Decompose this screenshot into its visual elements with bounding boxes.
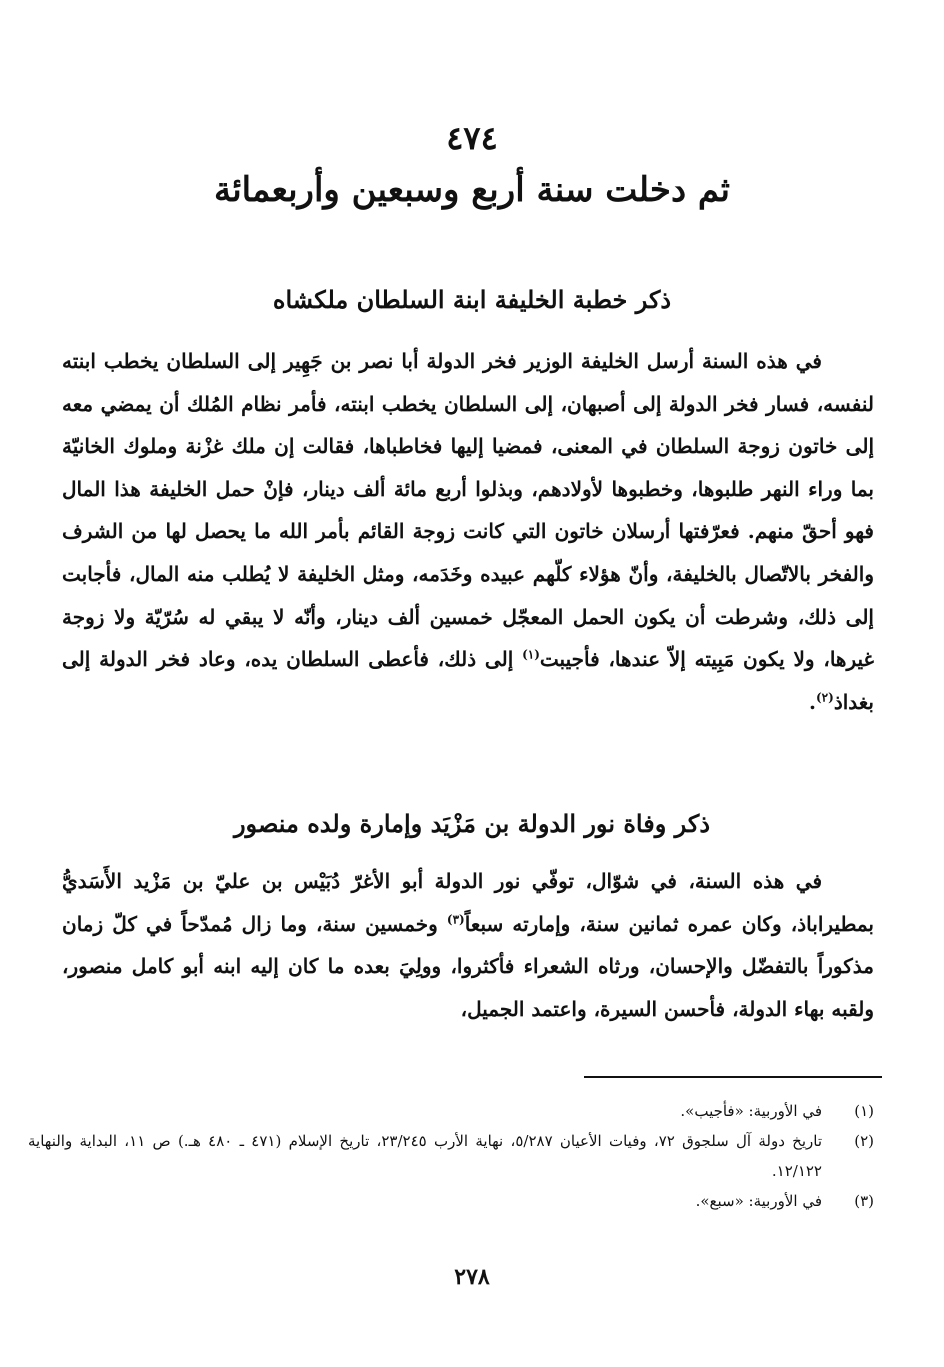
footnote-text: في الأوربية: «سبع». (695, 1192, 822, 1210)
paragraph-text: إلى ذلك، فأعطى السلطان يده، وعاد فخر الدولة إلى بغداذ (62, 647, 874, 714)
footnote-ref-3: (٣) (446, 911, 465, 926)
paragraph-text: في هذه السنة، في شوّال، توفّي نور الدولة أبو الأغرّ دُبَيْس بن عليّ بن مَزْيد الأَسَديُّ بمطيراباذ، وكان عمره ثمانين سنة، وإمارته سبعاً (62, 869, 874, 936)
footnote-number: (٢) (854, 1132, 874, 1150)
year-title: ثم دخلت سنة أربع وسبعين وأربعمائة (213, 170, 731, 210)
paragraph-text: وخمسين سنة، وما زال مُمدّحاً في كلّ زمان مذكوراً بالتفضّل والإحسان، ورثاه الشعراء فأكثروا، وولِيَ بعده ما كان إليه ابنه أبو كامل منصور، ولقبه بهاء الدولة، فأحسن السيرة، واعتمد الجميل، (62, 911, 874, 1021)
footnote-ref-2: (٢) (815, 690, 834, 705)
footnote-item (28, 1096, 874, 1126)
footnote-item (28, 1186, 874, 1216)
footnote-text: في الأوربية: «فأجيب». (680, 1102, 822, 1120)
footnote-number: (٣) (854, 1192, 874, 1210)
section-heading-sultan-daughter: ذكر خطبة الخليفة ابنة السلطان ملكشاه (272, 285, 672, 314)
paragraph-nur-al-dawla (62, 860, 874, 1030)
footnote-number: (١) (854, 1102, 874, 1120)
year-number: ٤٧٤ (446, 119, 498, 157)
section-heading-nur-al-dawla: ذكر وفاة نور الدولة بن مَزْيَد وإمارة ولده منصور (233, 809, 711, 838)
paragraph-text: في هذه السنة أرسل الخليفة الوزير فخر الدولة أبا نصر بن جَهِير إلى السلطان يخطب ابنته لنفسه، فسار فخر الدولة إلى أصبهان، إلى السلطان يخطب ابنته، فأمر نظام المُلك أن يمضي معه إلى خاتون زوجة السلطان في المعنى، فمضيا إليها فخاطباها، فقالت إن ملك غزْنة وملوك الخانيّة بما وراء النهر طلبوها، وخطبوها لأولادهم، وبذلوا أربع مائة ألف دينار، فإنْ حمل الخليفة هذا المال فهو أحقّ منهم. فعرّفتها أرسلان خاتون التي كانت زوجة القائم بأمر الله ما يحصل لها من الشرف والفخر بالاتّصال بالخليفة، وأنّ هؤلاء كلّهم عبيده وخَدَمه، ومثل الخليفة لا يُطلب منه المال، فأجابت إلى ذلك، وشرطت أن يكون الحمل المعجّل خمسين ألف دينار، وأنّه لا يبقي له سُرّيّة ولا زوجة غيرها، ولا يكون مَبِيته إلاّ عندها، فأجيبت (62, 349, 874, 672)
page-number: ٢٧٨ (454, 1264, 490, 1290)
footnote-ref-1: (١) (522, 647, 540, 662)
footnote-item (28, 1126, 874, 1186)
paragraph-text: . (809, 689, 816, 714)
paragraph-sultan-daughter (62, 340, 874, 723)
footnotes (28, 1096, 874, 1216)
footnote-text: تاريخ دولة آل سلجوق ٧٢، وفيات الأعيان ٥/٢٨٧، نهاية الأرب ٢٣/٢٤٥، تاريخ الإسلام (٤٧١ ـ ٤٨٠ هـ.) ص ١١، البداية والنهاية ١٢/١٢٢. (28, 1132, 823, 1180)
footnote-divider (584, 1076, 882, 1078)
